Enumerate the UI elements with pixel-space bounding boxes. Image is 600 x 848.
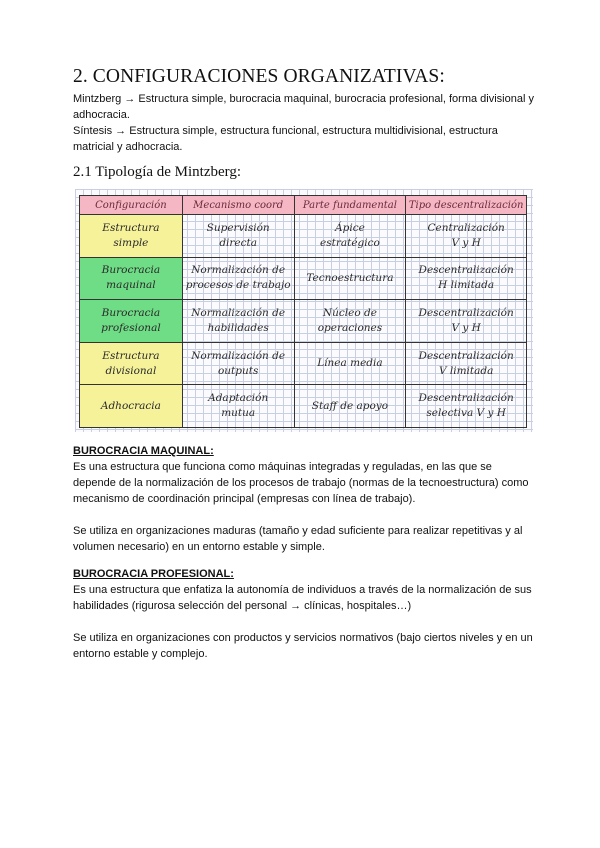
cell-line: directa <box>219 236 258 249</box>
cell-line: Descentralización <box>418 306 514 319</box>
table-cell-c2 <box>182 385 294 428</box>
cell-line: selectiva V y H <box>426 407 506 420</box>
intro-sintesis: Síntesis → Estructura simple, estructura funcional, estructura multidivisional, estructura matricial y adhocracia. <box>73 125 498 153</box>
table-cell-c2 <box>182 342 294 385</box>
section-paragraph: Se utiliza en organizaciones con productos y servicios normativos (bajo ciertos niveles y en un entorno estable y complejo. <box>73 632 533 660</box>
table-cell-c1 <box>80 342 183 385</box>
cell-line: Adhocracia <box>100 399 161 412</box>
table-cell-c3 <box>294 215 406 258</box>
table-cell-c4 <box>406 300 527 343</box>
cell-line: procesos de trabajo <box>185 279 291 292</box>
table-row <box>80 257 527 300</box>
cell-line: H limitada <box>438 279 495 292</box>
cell-line: maquinal <box>106 279 156 292</box>
table-row <box>80 342 527 385</box>
cell-line: Supervisión <box>206 221 270 234</box>
table-row <box>80 385 527 428</box>
cell-line: Burocracia <box>101 264 161 277</box>
mintzberg-table <box>79 195 527 428</box>
cell-line: V y H <box>451 321 481 334</box>
cell-line: Estructura <box>102 349 160 362</box>
table-cell-c2 <box>182 257 294 300</box>
header-parte: Parte fundamental <box>294 196 406 215</box>
table-cell-c4 <box>406 342 527 385</box>
table-cell-c4 <box>406 257 527 300</box>
cell-line: Línea media <box>317 357 383 370</box>
table-cell-c4 <box>406 385 527 428</box>
table-cell-c2 <box>182 300 294 343</box>
section-heading: BUROCRACIA PROFESIONAL: <box>73 568 234 580</box>
table-cell-c4 <box>406 215 527 258</box>
cell-line: divisional <box>105 364 157 377</box>
cell-line: Normalización de <box>191 264 286 277</box>
cell-line: Centralización <box>427 221 505 234</box>
cell-line: Normalización de <box>191 306 286 319</box>
table-row <box>80 215 527 258</box>
cell-line: Núcleo de <box>322 306 377 319</box>
header-tipo: Tipo descentralización <box>406 196 527 215</box>
table-cell-c3 <box>294 385 406 428</box>
cell-line: profesional <box>101 321 161 334</box>
table-cell-c1 <box>80 215 183 258</box>
table-cell-c3 <box>294 257 406 300</box>
cell-line: Burocracia <box>101 306 161 319</box>
section-paragraph: Se utiliza en organizaciones maduras (tamaño y edad suficiente para realizar repetitivas y al volumen necesario) en un entorno estable y simple. <box>73 525 523 553</box>
cell-line: Descentralización <box>418 349 514 362</box>
cell-line: outputs <box>217 364 259 377</box>
table-cell-c3 <box>294 342 406 385</box>
page-title: 2. CONFIGURACIONES ORGANIZATIVAS: <box>73 66 445 87</box>
table-cell-c1 <box>80 300 183 343</box>
cell-line: Normalización de <box>191 349 286 362</box>
intro-mintzberg: Mintzberg → Estructura simple, burocracia maquinal, burocracia profesional, forma divisional y adhocracia. <box>73 93 534 121</box>
table-cell-c3 <box>294 300 406 343</box>
cell-line: operaciones <box>317 321 383 334</box>
table-header-row <box>80 196 527 215</box>
table-cell-c1 <box>80 257 183 300</box>
cell-line: Tecnoestructura <box>306 271 394 284</box>
cell-line: mutua <box>221 407 256 420</box>
document-page <box>73 66 535 662</box>
cell-line: Descentralización <box>418 264 514 277</box>
table-cell-c2 <box>182 215 294 258</box>
section-subtitle: 2.1 Tipología de Mintzberg: <box>73 164 242 180</box>
section-paragraph: Es una estructura que funciona como máquinas integradas y reguladas, en las que se depende de la normalización de los procesos de trabajo (normas de la tecnoestructura) como mecanismo de coordinación principal (empresas con línea de trabajo). <box>73 461 529 505</box>
cell-line: Ápice <box>335 221 365 234</box>
cell-line: estratégico <box>320 236 380 249</box>
section-heading: BUROCRACIA MAQUINAL: <box>73 445 214 457</box>
cell-line: Adaptación <box>208 392 269 405</box>
cell-line: simple <box>113 236 149 249</box>
header-mecanismo: Mecanismo coord <box>182 196 294 215</box>
cell-line: Staff de apoyo <box>311 399 389 412</box>
table-row <box>80 300 527 343</box>
cell-line: V limitada <box>438 364 494 377</box>
cell-line: habilidades <box>207 321 269 334</box>
handwritten-table-image <box>75 189 533 432</box>
cell-line: Descentralización <box>418 392 514 405</box>
table-cell-c1 <box>80 385 183 428</box>
section-paragraph: Es una estructura que enfatiza la autonomía de individuos a través de la normalización de sus habilidades (rigurosa selección del personal → clínicas, hospitales…) <box>73 584 532 612</box>
header-configuracion: Configuración <box>80 196 183 215</box>
cell-line: V y H <box>451 236 481 249</box>
cell-line: Estructura <box>102 221 160 234</box>
